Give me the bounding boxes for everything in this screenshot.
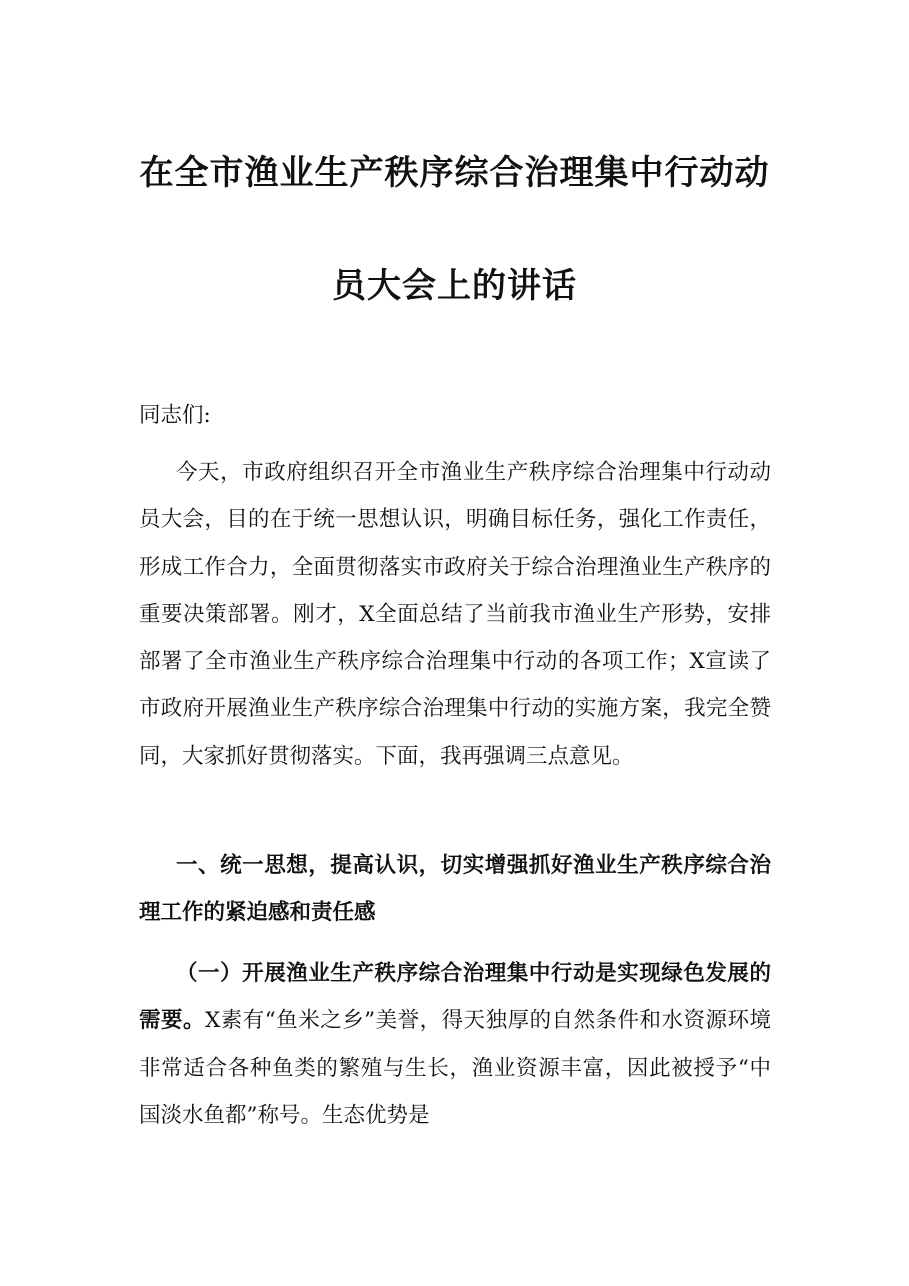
salutation: 同志们: xyxy=(139,403,211,428)
paragraph-section-1-1-text: X素有“鱼米之乡”美誉，得天独厚的自然条件和水资源环境非常适合各种鱼类的繁殖与生长，渔业资源丰富，因此被授予“中国淡水鱼都”称号。生态优势是 xyxy=(139,1008,771,1128)
section-heading-1: 一、统一思想，提高认识，切实增强抓好渔业生产秩序综合治理工作的紧迫感和责任感 xyxy=(139,853,771,926)
subheading-1: （一）开展渔业生产秩序综合治理集中行动是实现绿色发展的需要。 xyxy=(139,961,771,1034)
document-title-line-2: 员大会上的讲话 xyxy=(332,266,577,306)
document-title-line-1: 在全市渔业生产秩序综合治理集中行动动 xyxy=(139,153,770,193)
paragraph-intro: 今天，市政府组织召开全市渔业生产秩序综合治理集中行动动员大会，目的在于统一思想认识，明确目标任务，强化工作责任，形成工作合力，全面贯彻落实市政府关于综合治理渔业生产秩序的重要决策部署。刚才，X全面总结了当前我市渔业生产形势，安排部署了全市渔业生产秩序综合治理集中行动的各项工作；X宣读了市政府开展渔业生产秩序综合治理集中行动的实施方案，我完全赞同，大家抓好贯彻落实。下面，我再强调三点意见。 xyxy=(139,460,771,769)
paragraph-section-1-1 xyxy=(139,950,771,1139)
